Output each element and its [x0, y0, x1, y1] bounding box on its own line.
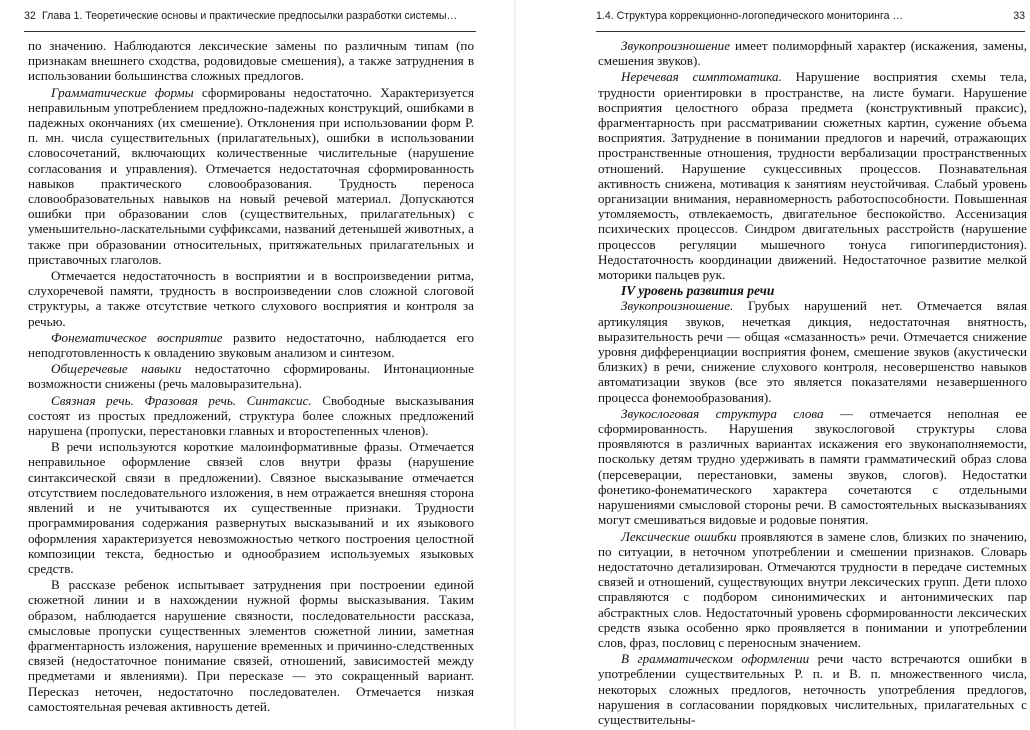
right-running-head-title: 1.4. Структура коррекционно-логопедического мониторинга …	[596, 10, 904, 22]
left-header-rule	[24, 31, 476, 32]
paragraph-text: Отмечается недостаточность в восприятии и в воспроизведении ритма, слухоречевой памяти, трудность в воспроизведении слов сложной слоговой структуры, а также отсутствие четкого слухового восприятия и контроля за речью.	[28, 268, 474, 329]
paragraph-text: сформированы недостаточно. Характеризуется неправильным употреблением предложно-падежных конструкций, ошибками в падежных окончаниях (их смешение). Отклонения при использовании форм Р. п. мн. числа существительных (прилагательных), ошибки в использовании словосочетаний, включающих количественные числительные (нарушение согласования и управления). Отмечается недостаточная сформированность навыков практического словообразования. Трудность переноса словообразовательных навыков на новый речевой материал. Допускаются ошибки при образовании слов (существительных, прилагательных) с уменьшительно-ласкательными суффиксами, названий детенышей животных, а также при образовании относительных, притяжательных прилагательных и приставочных глаголов.	[28, 84, 475, 267]
body-paragraph	[598, 406, 1027, 528]
body-paragraph	[598, 38, 1027, 68]
body-paragraph	[28, 268, 474, 329]
paragraph-text: Грубых нарушений нет. Отмечается вялая артикуляция звуков, нечеткая дикция, недостаточная внятность, выразительность речи — общая «смазанность» речи. Отмечается снижение уровня дифференциации восприятия фонем, смешение звуков (акустически близких) в речи, снижение слухового контроля, несовершенство навыков автоматизации звуков (все это является показателями незавершенного процесса фонемообразования).	[598, 298, 1027, 405]
right-page	[515, 0, 1030, 730]
paragraph-text: — отмечается неполная ее сформированность. Нарушения звукослоговой структуры слова проявляются в различных вариантах искажения его звуконаполняемости, поскольку детям трудно удерживать в памяти грамматический образ слова (персеверации, перестановки, замены звуков, слогов). Недостатки фонетико-фонематического характера сочетаются с отдельными нарушениями смысловой стороны речи. В самостоятельных высказываниях могут смешиваться видовые и родовые понятия.	[598, 405, 1027, 528]
left-running-head-title: Глава 1. Теоретические основы и практические предпосылки разработки системы…	[42, 10, 458, 22]
paragraph-text: Свободные высказывания состоят из простых предложений, структура более сложных предложений нарушена (пропуски, перестановки главных и второстепенных членов).	[28, 392, 474, 439]
paragraph-lead-term: Связная речь. Фразовая речь. Синтаксис.	[51, 392, 312, 408]
paragraph-text: по значению. Наблюдаются лексические замены по различным типам (по признакам внешнего сходства, родовидовые смешения), а также затруднения в использовании большинства сложных предлогов.	[28, 38, 474, 84]
paragraph-lead-term: Лексические ошибки	[621, 528, 737, 544]
body-paragraph	[28, 85, 474, 267]
body-paragraph	[28, 330, 474, 360]
paragraph-lead-term: Звукопроизношение	[621, 38, 731, 53]
section-heading: IV уровень развития речи	[621, 283, 775, 299]
paragraph-lead-term: Неречевая симптоматика.	[621, 69, 782, 85]
paragraph-text: Нарушение восприятия схемы тела, трудности ориентировки в пространстве, на листе бумаги. Нарушение восприятия целостного образа предмета (конструктивный праксис), фрагментарность при рассматривании сюжетных картин, сужение объема восприятия. Затруднение в понимании предлогов и наречий, отражающих пространственные отношения, трудности вербализации пространственных отношений. Нарушение сукцессивных процессов. Познавательная активность снижена, мотивация к занятиям неустойчивая. Слабый уровень организации внимания, неравномерность работоспособности. Повышенная утомляемость, отвлекаемость, двигательное беспокойство. Ассенизация психических процессов. Синдром двигательных расстройств (нарушение процессов регуляции мышечного тонуса гипогипердистония). Недостаточность координации движений. Недостаточное развитие мелкой моторики пальцев рук.	[598, 69, 1027, 283]
paragraph-text: имеет полиморфный характер (искажения, замены, смешения звуков).	[598, 38, 1027, 69]
body-paragraph	[598, 298, 1027, 404]
body-paragraph	[28, 577, 474, 714]
body-paragraph	[598, 651, 1027, 727]
paragraph-lead-term: Общеречевые навыки	[51, 361, 182, 377]
paragraph-lead-term: Звукопроизношение.	[621, 298, 734, 314]
body-paragraph	[598, 69, 1027, 282]
left-running-header	[24, 10, 476, 30]
left-page-body	[28, 38, 474, 714]
paragraph-text: проявляются в замене слов, близких по значению, по ситуации, в неточном употреблении и смешении признаков. Словарь недостаточно детализирован. Отмечаются трудности в передаче системных связей и отношений, существующих внутри лексических групп. Дети плохо справляются с подбором синонимических и антонимических пар абстрактных слов. Недостаточный уровень сформированности лексических средств языка особенно ярко проявляется в понимании и употреблении слов, фраз, пословиц с переносным значением.	[598, 528, 1027, 650]
right-header-rule	[596, 31, 1025, 32]
paragraph-text: В рассказе ребенок испытывает затруднения при построении единой сюжетной линии и в нахождении нужной формы высказывания. Таким образом, наблюдается нарушение связности, последовательности рассказа, смысловые пропуски существенных элементов сюжетной линии, заметная фрагментарность изложения, нарушение временных и причинно-следственных связей (недостаточное понимание связей, отношений, зависимостей между предметами и явлениями). При пересказе — это сокращенный вариант. Пересказ неточен, недостаточно последователен. Отмечается низкая самостоятельная речевая активность детей.	[28, 577, 474, 714]
right-page-number: 33	[1013, 10, 1025, 22]
paragraph-text: недостаточно сформированы. Интонационные возможности снижены (речь маловыразительна).	[28, 361, 474, 392]
body-paragraph	[28, 361, 474, 391]
paragraph-text: В речи используются короткие малоинформативные фразы. Отмечается неправильное оформление связей слов внутри фразы (нарушение синтаксической связи в предложении). Связное высказывание отмечается отсутствием последовательного изложения, в нем отражается внешняя сторона явлений и не учитываются их существенные признаки. Трудности программирования содержания развернутых высказываний и их языкового оформления характеризуется невозможностью четкого построения целостной композиции текста, бедностью и однообразием используемых языковых средств.	[28, 439, 474, 576]
left-page-number: 32	[24, 10, 36, 22]
paragraph-text: развито недостаточно, наблюдается его неподготовленность к овладению звуковым анализом и синтезом.	[28, 329, 474, 361]
right-running-header	[596, 10, 1025, 30]
body-paragraph	[28, 38, 474, 84]
paragraph-text: речи часто встречаются ошибки в употреблении существительных Р. п. и В. п. множественного числа, некоторых сложных предлогов, неточность употребления предлогов, нарушения в согласовании порядковых числительных, прилагательных с существительны-	[598, 651, 1027, 727]
paragraph-lead-term: В грамматическом оформлении	[621, 651, 810, 667]
paragraph-lead-term: Звукослоговая структура слова	[621, 405, 824, 421]
body-paragraph	[598, 529, 1027, 651]
paragraph-lead-term: Фонематическое восприятие	[51, 329, 223, 345]
paragraph-lead-term: Грамматические формы	[51, 84, 194, 100]
body-paragraph	[28, 393, 474, 439]
right-page-body	[598, 38, 1027, 727]
body-paragraph	[28, 439, 474, 576]
